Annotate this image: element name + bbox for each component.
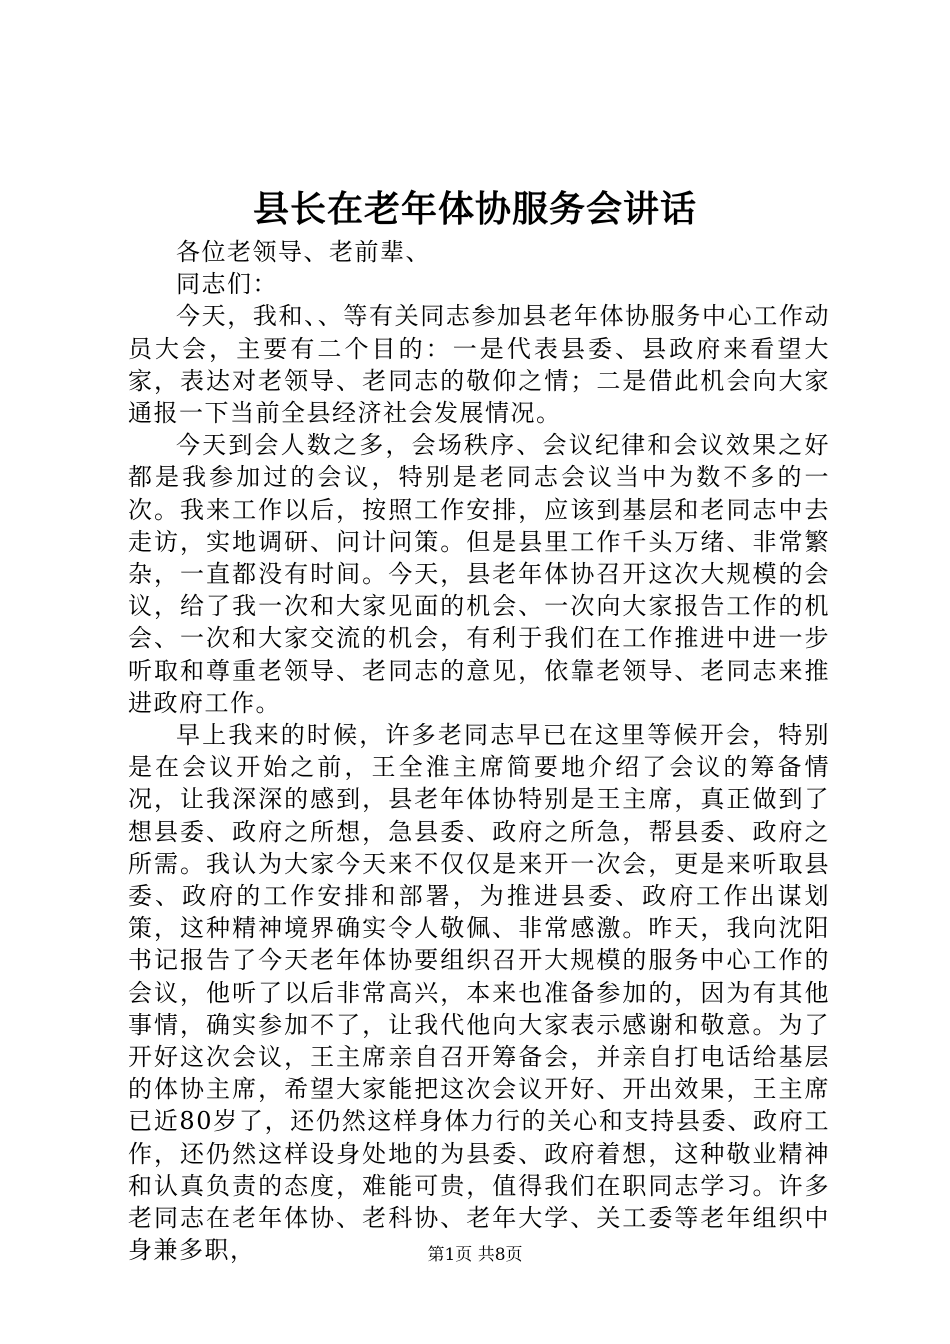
paragraph-2: 今天到会人数之多，会场秩序、会议纪律和会议效果之好都是我参加过的会议，特别是老同志会议当中为数不多的一次。我来工作以后，按照工作安排，应该到基层和老同志中去走访，实地调研、问计问策。但是县里工作千头万绪、非常繁杂，一直都没有时间。今天，县老年体协召开这次大规模的会议，给了我一次和大家见面的机会、一次向大家报告工作的机会、一次和大家交流的机会，有利于我们在工作推进中进一步听取和尊重老领导、老同志的意见，依靠老领导、老同志来推进政府工作。 xyxy=(128,431,830,717)
paragraph-3: 早上我来的时候，许多老同志早已在这里等候开会，特别是在会议开始之前，王全淮主席简要地介绍了会议的筹备情况，让我深深的感到，县老年体协特别是王主席，真正做到了想县委、政府之所想，急县委、政府之所急，帮县委、政府之所需。我认为大家今天来不仅仅是来开一次会，更是来听取县委、政府的工作安排和部署，为推进县委、政府工作出谋划策，这种精神境界确实令人敬佩、非常感激。昨天，我向沈阳书记报告了今天老年体协要组织召开大规模的服务中心工作的会议，他听了以后非常高兴，本来也准备参加的，因为有其他事情，确实参加不了，让我代他向大家表示感谢和敬意。为了开好这次会议，王主席亲自召开筹备会，并亲自打电话给基层的体协主席，希望大家能把这次会议开好、开出效果，王主席已近80岁了，还仍然这样身体力行的关心和支持县委、政府工作，还仍然这样设身处地的为县委、政府着想，这种敬业精神和认真负责的态度，难能可贵，值得我们在职同志学习。许多老同志在老年体协、老科协、老年大学、关工委等老年组织中身兼多职， xyxy=(128,721,830,1265)
document-body xyxy=(128,236,830,1267)
salutation-line-2: 同志们： xyxy=(176,270,278,299)
page-number-footer: 第1页 共8页 xyxy=(427,1245,523,1265)
document-title: 县长在老年体协服务会讲话 xyxy=(252,188,697,230)
paragraph-1: 今天，我和、、等有关同志参加县老年体协服务中心工作动员大会，主要有二个目的：一是代表县委、县政府来看望大家，表达对老领导、老同志的敬仰之情；二是借此机会向大家通报一下当前全县经济社会发展情况。 xyxy=(128,302,830,428)
salutation-line-1: 各位老领导、老前辈、 xyxy=(176,238,431,266)
